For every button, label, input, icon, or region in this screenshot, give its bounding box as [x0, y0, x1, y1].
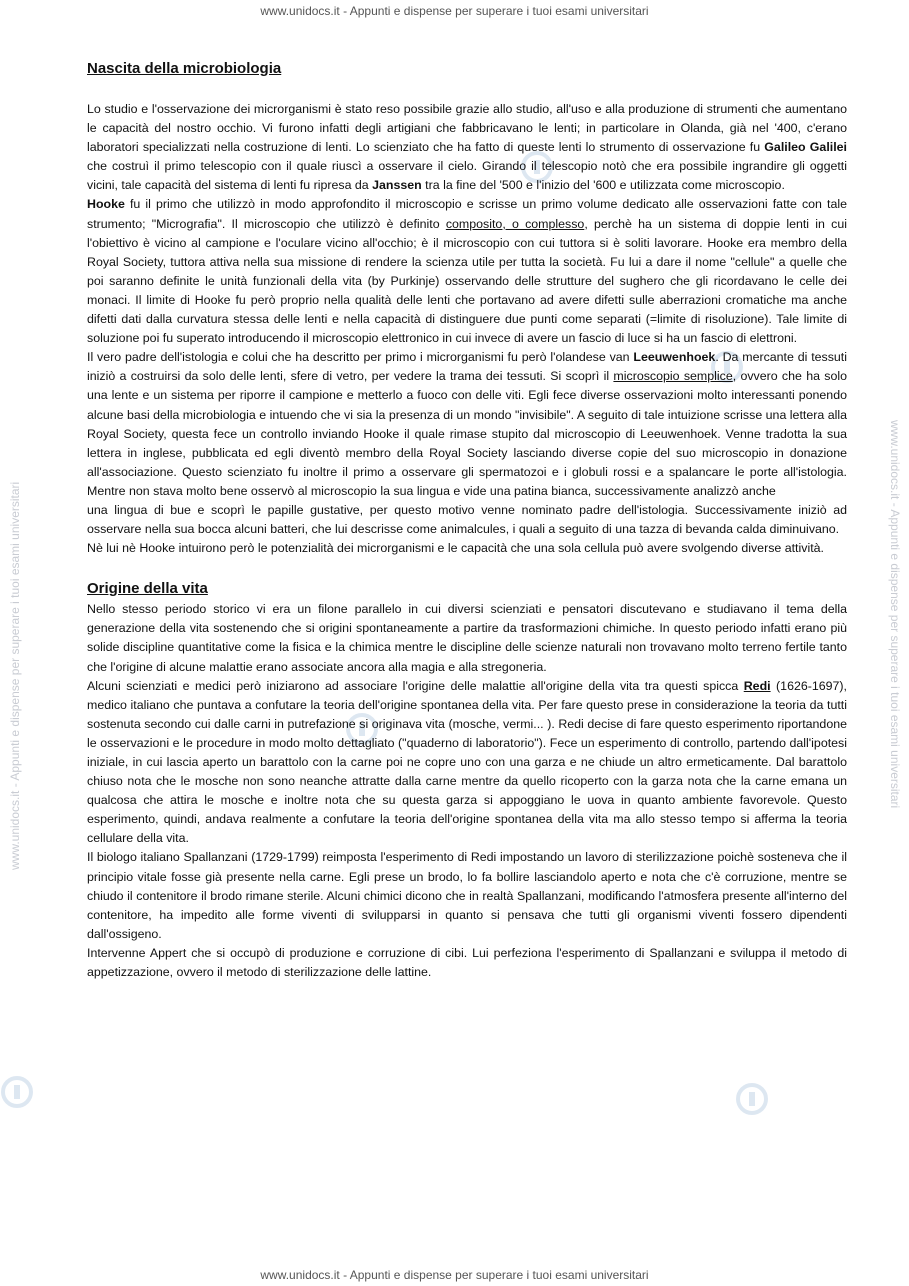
paragraph: una lingua di bue e scoprì le papille gustative, per questo motivo venne nominato padre dell'istologia. Successivamente iniziò ad osservare nella sua bocca alcuni batteri, che lui descrisse come animalcules, i quali a seguito di una tazza di bevanda calda diminuivano.: [87, 502, 847, 537]
bold-name: Janssen: [372, 178, 422, 193]
paragraph: Il biologo italiano Spallanzani (1729-1799) reimposta l'esperimento di Redi impostando un lavoro di sterilizzazione poichè sosteneva che il principio vitale fosse già presente nella carne. Egli prese un brodo, lo fa bollire lasciandolo aperto e nota che c'è corruzione, mentre se chiudo il contenitore il brodo rimane sterile. Alcuni chimici dicono che in realtà Spallanzani, modificando l'atmosfera presente all'interno del contenitore, ha impedito alle forme viventi di svilupparsi in quanto si pensava che tutti gli organismi viventi fossero dipendenti dall'ossigeno.: [87, 850, 847, 941]
bold-name: Hooke: [87, 197, 125, 212]
text-run: che costruì il primo telescopio con il quale riuscì a osservare il cielo. Girando il telescopio notò che era possibile ingrandire gli oggetti vicini, tale capacità del sistema di lenti fu ripresa da: [87, 159, 847, 193]
underlined-term: microscopio semplice: [613, 369, 733, 384]
text-run: Il vero padre dell'istologia e colui che ha descritto per primo i microrganismi fu però l'olandese van: [87, 350, 634, 365]
section-heading-nascita: Nascita della microbiologia: [87, 60, 282, 77]
watermark-right: www.unidocs.it - Appunti e dispense per superare i tuoi esami universitari: [888, 420, 902, 809]
paragraph: [87, 195, 847, 348]
paragraph: Intervenne Appert che si occupò di produzione e corruzione di cibi. Lui perfeziona l'esperimento di Spallanzani e sviluppa il metodo di appetizzazione, ovvero il metodo di sterilizzazione delle lattine.: [87, 945, 847, 980]
text-run: . Da mercante di tessuti iniziò a costruirsi da solo delle lenti, sfere di vetro, per vedere la trama dei tessuti. Si scoprì il: [87, 350, 847, 384]
paragraph: [87, 348, 847, 501]
text-run: , ovvero che ha solo una lente e un sistema per riporre il campione e metterlo a fuoco con delle viti. Egli fece diverse osservazioni molto interessanti ponendo alcune basi della microbiologia e intuendo che vi sia la presenza di un mondo "invisibile". A seguito di tale intuizione scrisse una lettera alla Royal Society, questa fece un controllo inviando Hooke il quale rimase stupito dal microscopio di Leeuwenhoek. Venne tradotta la sua lettera in inglese, pubblicata ed egli diventò membro della Royal Society lasciando diverse copie del suo microscopio in donazione all'associazione. Questo scienziato fu inoltre il primo a osservare gli spermatozoi e i globuli rossi e a spalancare le porte all'istologia. Mentre non stava molto bene osservò al microscopio la sua lingua e vide una patina bianca, successivamente analizzò anche: [87, 369, 848, 498]
unidocs-logo-icon: [0, 1075, 34, 1109]
paragraph: [87, 677, 847, 849]
text-run: , perchè ha un sistema di doppie lenti in cui l'obiettivo è vicino al campione e l'oculare vicino all'occhio; è il microscopio con cui tuttora si è soliti lavorare. Hooke era membro della Royal Society, tuttora attiva nella sua missione di rendere la scienza utile per tutta la società. Fu lui a dare il nome "cellule" a quelle che poi saranno definite le unità funzionali della vita (by Purkinje) osservando delle strutture del sughero che gli ricordavano le celle dei monaci. Il limite di Hooke fu però proprio nella qualità delle lenti che portavano ad avere difetti sulle aberrazioni cromatiche ma anche difetti dati dalla curvatura stessa delle lenti e nella capacità di distinguere due punti come separati (=limite di risoluzione). Tale limite di soluzione poi fu superato introducendo il microscopio elettronico in cui invece di avere un fascio di luce si ha un fascio di elettroni.: [87, 216, 847, 346]
watermark-top: www.unidocs.it - Appunti e dispense per superare i tuoi esami universitari: [260, 4, 649, 18]
text-run: Alcuni scienziati e medici però iniziarono ad associare l'origine delle malattie all'origine della vita tra questi spicca: [87, 678, 744, 693]
text-run: Lo studio e l'osservazione dei microrganismi è stato reso possibile grazie allo studio, all'uso e alla produzione di strumenti che aumentano le capacità del nostro occhio. Vi furono infatti degli artigiani che fabbricavano le lenti; in particolare in Olanda, già nel '400, c'erano laboratori specializzati nella costruzione di lenti. Lo scienziato che ha fatto di queste lenti lo strumento di osservazione fu: [87, 102, 847, 155]
watermark-left: www.unidocs.it - Appunti e dispense per superare i tuoi esami universitari: [8, 481, 22, 870]
bold-underlined-name: Redi: [743, 678, 771, 693]
bold-name: Leeuwenhoek: [633, 350, 716, 365]
unidocs-logo-icon: [735, 1082, 769, 1116]
watermark-bottom: www.unidocs.it - Appunti e dispense per superare i tuoi esami universitari: [260, 1268, 649, 1282]
document-body: [87, 58, 847, 982]
text-run: (1626-1697), medico italiano che puntava a confutare la teoria dell'origine spontanea della vita. Per fare questo prese in considerazione la teoria da tutti sostenuta secondo cui dalle carni in putrefazione si originava vita (mosche, vermi... ). Redi decise di fare questo esperimento riportandone le osservazioni e le procedure in modo molto dettagliato ("quaderno di laboratorio"). Fece un esperimento di controllo, partendo dall'ipotesi iniziale, in cui lascia aperto un barattolo con la carne poi ne copre uno con una garza e ne chiude un altro ermeticamente. Dal barattolo chiuso nota che le mosche non sono neanche attratte dalla carne mentre da quello ricoperto con la garza nota che la carne emana un qualcosa che attira le mosche e inoltre nota che su questa garza si appoggiano le uova in quanto ambiente favorevole. Questo esperimento, quindi, andava realmente a confutare la teoria dell'origine spontanea della vita ma allo stesso tempo si afferma la teoria cellulare della vita.: [87, 678, 847, 846]
text-run: fu il primo che utilizzò in modo approfondito il microscopio e scrisse un primo volume dedicato alle osservazioni fatte con tale strumento; "Micrografia". Il microscopio che utilizzò è definito: [87, 197, 847, 231]
bold-name: Galileo Galilei: [764, 140, 847, 155]
paragraph: Nè lui nè Hooke intuirono però le potenzialità dei microrganismi e le capacità che una sola cellula può avere svolgendo diverse attività.: [87, 541, 824, 556]
underlined-term: composito, o complesso: [445, 216, 585, 231]
paragraph: [87, 100, 847, 195]
paragraph: Nello stesso periodo storico vi era un filone parallelo in cui diversi scienziati e pensatori discutevano e studiavano il tema della generazione della vita sostenendo che si origini spontaneamente a partire da trasformazioni chimiche. In questo periodo infatti erano più solide discipline quantitative come la fisica e la chimica mentre le discipline delle scienze naturali non trovavano molto terreno fertile tanto che l'origine di alcune malattie erano associate ancora alla magia e alla stregoneria.: [87, 602, 847, 674]
section-heading-origine: Origine della vita: [87, 580, 208, 598]
text-run: tra la fine del '500 e l'inizio del '600 e utilizzata come microscopio.: [421, 178, 785, 193]
